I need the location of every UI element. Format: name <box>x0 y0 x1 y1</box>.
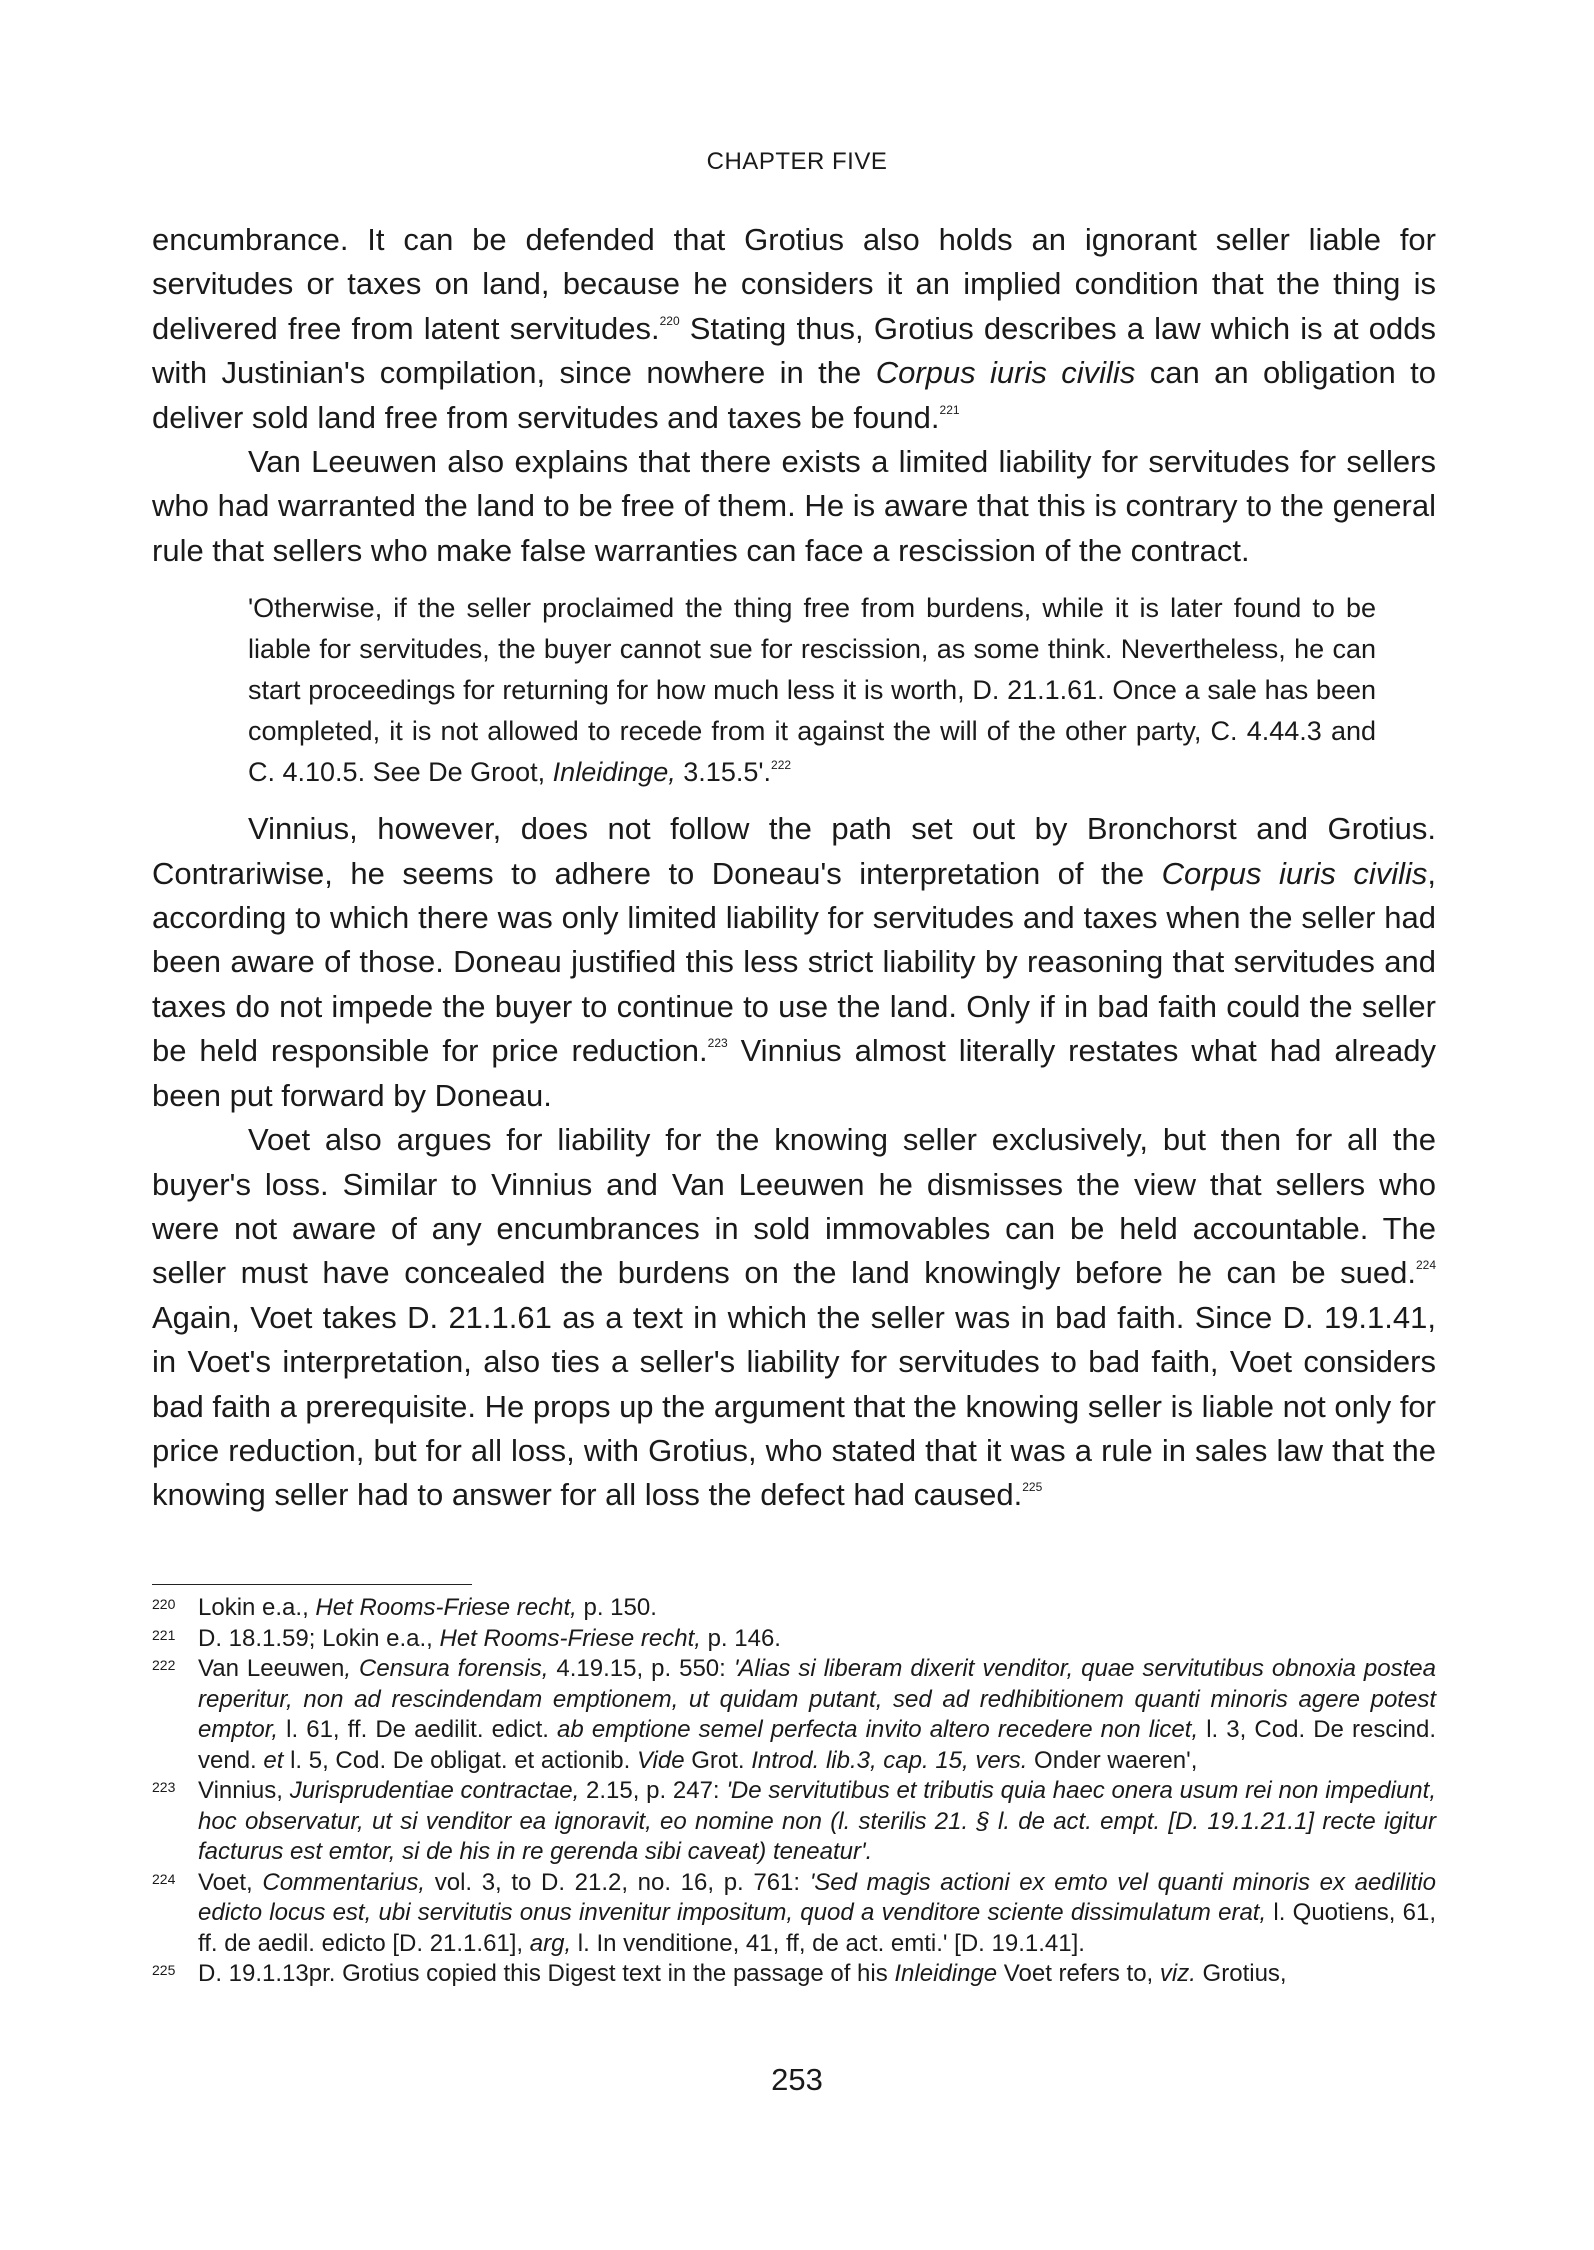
footnote-number: 220 <box>152 1596 176 1612</box>
footnote-separator <box>152 1584 472 1585</box>
latin-quote: Vide <box>636 1746 685 1774</box>
paragraph-1 <box>152 218 1436 440</box>
text-run: Van Leeuwen <box>198 1655 345 1682</box>
footnote-ref-225[interactable]: 225 <box>1022 1480 1043 1495</box>
latin-quote: 'Alias si liberam dixerit venditor, quae servitutibus obnoxia postea reperitur, non ad rescindendam emptionem, ut quidam putant, sed ad redhibitionem quanti minoris agere potest emptor, <box>198 1655 1436 1743</box>
italic-title: Corpus iuris civilis <box>1161 855 1428 891</box>
italic-title: Het Rooms-Friese recht, <box>439 1624 701 1652</box>
text-run: Grotius, <box>1195 1960 1287 1987</box>
paragraph-4 <box>152 1118 1436 1518</box>
footnote-223 <box>152 1776 1436 1868</box>
text-run: Grot. <box>684 1746 752 1774</box>
paragraph-2: Van Leeuwen also explains that there exists a limited liability for servitudes for sellers who had warranted the land to be free of them. He is aware that this is contrary to the general rule that sellers who make false warranties can face a rescission of the contract. <box>152 444 1436 568</box>
footnote-222 <box>152 1654 1436 1776</box>
italic-title: Inleidinge <box>894 1960 998 1987</box>
footnote-ref-224[interactable]: 224 <box>1415 1258 1436 1273</box>
footnote-number: 221 <box>152 1626 176 1643</box>
footnote-number: 224 <box>152 1870 176 1887</box>
running-head: CHAPTER FIVE <box>706 148 888 175</box>
text-run: 3.15.5'. <box>675 757 772 788</box>
text-run: D. 18.1.59; Lokin e.a., <box>198 1624 440 1652</box>
italic-title: Corpus iuris civilis <box>875 355 1136 391</box>
body-text <box>152 218 1436 1518</box>
text-run: Vinnius almost literally restates what had already been put forward by Doneau. <box>152 1033 1436 1113</box>
text-run: 2.15, p. 247: <box>579 1777 727 1804</box>
italic-title: , Censura forensis, <box>344 1655 549 1682</box>
block-quote <box>248 588 1376 793</box>
text-run: l. 5, Cod. De obligat. et actionib. <box>283 1746 637 1774</box>
text-run: vol. 3, to D. 21.2, no. 16, p. 761: <box>425 1868 810 1896</box>
italic-title: Inleidinge, <box>552 757 676 788</box>
italic-title: Commentarius, <box>262 1868 426 1896</box>
text-run: Voet, <box>198 1868 263 1896</box>
footnote-number: 225 <box>152 1962 176 1978</box>
paragraph-3 <box>152 807 1436 1118</box>
italic-title: Jurisprudentiae contractae, <box>289 1777 580 1804</box>
latin-quote: 'Sed magis actioni ex emto vel quanti minoris ex aedilitio edicto locus est, ubi servitutis onus invenitur impositum, quod a venditore sciente dissimulatum erat, <box>198 1868 1436 1926</box>
text-run: Stating thus, Grotius describes a law which is at odds with Justinian's compilation, since nowhere in the <box>152 310 1436 391</box>
text-run: 'Otherwise, if the seller proclaimed the thing free from burdens, while it is later found to be liable for servitudes, the buyer cannot sue for rescission, as some think. Nevertheless, he can start proceedings for returning for how much less it is worth, D. 21.1.61. Once a sale has been completed, it is not allowed to recede from it against the will of the other party, C. 4.44.3 and C. 4.10.5. See De Groot, <box>248 593 1376 788</box>
text-run: 4.19.15, p. 550: <box>548 1655 734 1682</box>
latin-quote: viz. <box>1159 1960 1196 1987</box>
text-run: p. 146. <box>700 1624 781 1652</box>
text-run: D. 19.1.13pr. Grotius copied this Digest text in the passage of his <box>198 1960 895 1987</box>
italic-title: Introd. lib.3, cap. 15, vers. <box>751 1746 1028 1774</box>
footnote-ref-223[interactable]: 223 <box>707 1036 728 1051</box>
text-run: l. 61, ff. De aedilit. edict. <box>278 1716 558 1743</box>
text-run: Voet also argues for liability for the knowing seller exclusively, but then for all the buyer's loss. Similar to Vinnius and Van Leeuwen he dismisses the view that sellers who were not aware of any encumbrances in sold immovables can be held accountable. The seller must have concealed the burdens on the land knowingly before he can be sued. <box>152 1122 1436 1291</box>
footnote-220 <box>152 1593 1436 1624</box>
text-run: l. Quotiens, 61, ff. de aedil. edicto [D. 21.1.61], <box>198 1899 1437 1957</box>
text-run: Lokin e.a., <box>198 1594 316 1621</box>
italic-title: Het Rooms-Friese recht, <box>315 1594 577 1621</box>
text-run: Vinnius, however, does not follow the path set out by Bronchorst and Grotius. Contrariwise, he seems to adhere to Doneau's interpretation of the <box>152 811 1436 891</box>
text-run: can an obligation to deliver sold land free from servitudes and taxes be found. <box>152 355 1436 435</box>
text-run: , according to which there was only limited liability for servitudes and taxes when the seller had been aware of those. Doneau justified this less strict liability by reasoning that servitudes and taxes do not impede the buyer to continue to use the land. Only if in bad faith could the seller be held responsible for price reduction. <box>152 855 1436 1069</box>
text-run: l. In venditione, 41, ff, de act. emti.' [D. 19.1.41]. <box>571 1929 1085 1957</box>
footnote-number: 222 <box>152 1657 176 1673</box>
text-run: encumbrance. It can be defended that Grotius also holds an ignorant seller liable for servitudes or taxes on land, because he considers it an implied condition that the thing is delivered free from latent servitudes. <box>152 222 1436 346</box>
footnote-221 <box>152 1624 1436 1655</box>
latin-quote: arg, <box>529 1929 572 1957</box>
text-run: Voet refers to, <box>997 1960 1160 1987</box>
page-number: 253 <box>771 2062 823 2097</box>
footnote-225 <box>152 1959 1436 1990</box>
text-run: Vinnius, <box>198 1777 290 1804</box>
latin-quote: ab emptione semel perfecta invito altero recedere non licet, <box>557 1716 1199 1743</box>
footnotes <box>152 1593 1436 1990</box>
footnote-224 <box>152 1868 1436 1960</box>
text-run: Again, Voet takes D. 21.1.61 as a text in which the seller was in bad faith. Since D. 19.1.41, in Voet's interpretation, also ties a seller's liability for servitudes to bad faith, Voet considers bad faith a prerequisite. He props up the argument that the knowing seller is liable not only for price reduction, but for all loss, with Grotius, who stated that it was a rule in sales law that the knowing seller had to answer for all loss the defect had caused. <box>152 1299 1436 1513</box>
footnote-ref-221[interactable]: 221 <box>939 402 960 417</box>
text-run: p. 150. <box>576 1594 657 1621</box>
latin-quote: et <box>263 1746 284 1774</box>
text-run: l. 3, Cod. De rescind. vend. <box>198 1716 1437 1774</box>
footnote-ref-220[interactable]: 220 <box>659 313 680 328</box>
text-run: Onder waeren', <box>1027 1746 1198 1774</box>
latin-quote: 'De servitutibus et tributis quia haec onera usum rei non impediunt, hoc observatur, ut si venditor ea ignoravit, eo nomine non (l. sterilis 21. § l. de act. empt. [D. 19.1.21.1] recte igitur facturus est emtor, si de his in re gerenda sibi caveat) teneatur'. <box>198 1777 1436 1865</box>
footnote-ref-222[interactable]: 222 <box>771 758 792 773</box>
footnote-number: 223 <box>152 1779 176 1795</box>
